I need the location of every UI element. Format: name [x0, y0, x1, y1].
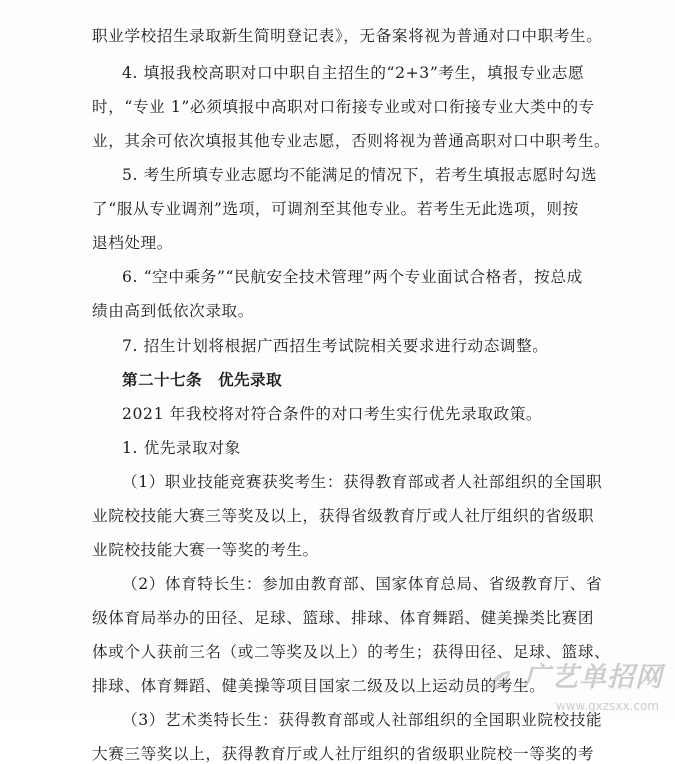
text-line: 职业学校招生录取新生简明登记表》，无备案将视为普通对口中职考生。 — [92, 27, 603, 45]
text-line: 4. 填报我校高职对口中职自主招生的“2+3”考生，填报专业志愿 — [122, 64, 585, 82]
text-line: 1. 优先录取对象 — [122, 439, 241, 457]
text-line: 业院校技能大赛一等奖的考生。 — [92, 541, 319, 559]
text-line: 业院校技能大赛三等奖及以上，获得省级教育厅或人社厅组织的省级职 — [92, 507, 595, 525]
text-line: 了“服从专业调剂”选项，可调剂至其他专业。若考生无此选项，则按 — [92, 200, 579, 218]
text-line: （3）艺术类特长生：获得教育部或人社部组织的全国职业院校技能 — [122, 711, 603, 729]
text-line: 绩由高到低依次录取。 — [92, 302, 254, 320]
text-line: 2021 年我校将对符合条件的对口考生实行优先录取政策。 — [122, 405, 543, 423]
watermark-url: www.gxzsxx.com — [555, 699, 659, 713]
text-line: 7. 招生计划将根据广西招生考试院相关要求进行动态调整。 — [122, 337, 549, 355]
text-line: 退档处理。 — [92, 234, 173, 252]
text-line: （2）体育特长生：参加由教育部、国家体育总局、省级教育厅、省 — [122, 575, 603, 593]
watermark-title: 广艺单招网 — [523, 662, 663, 693]
text-line: 大赛三等奖以上，获得教育厅或人社厅组织的省级职业院校一等奖的考 — [92, 745, 595, 763]
text-line: 时，“专业 1”必须填报中高职对口衔接专业或对口衔接专业大类中的专 — [92, 98, 595, 116]
text-line: （1）职业技能竞赛获奖考生：获得教育部或者人社部组织的全国职 — [122, 473, 603, 491]
text-line: 业，其余可依次填报其他专业志愿，否则将视为普通高职对口中职考生。 — [92, 132, 611, 150]
text-line: 体或个人获前三名（或二等奖及以上）的考生；获得田径、足球、篮球、 — [92, 643, 611, 661]
text-line: 5. 考生所填专业志愿均不能满足的情况下，若考生填报志愿时勾选 — [122, 166, 598, 184]
watermark — [479, 649, 669, 719]
text-line: 级体育局举办的田径、足球、篮球、排球、体育舞蹈、健美操类比赛团 — [92, 609, 595, 627]
text-line: 排球、体育舞蹈、健美操等项目国家二级及以上运动员的考生。 — [92, 677, 546, 695]
leaf-logo-icon — [485, 667, 513, 695]
text-line: 6. “空中乘务”“民航安全技术管理”两个专业面试合格者，按总成 — [122, 268, 583, 286]
section-heading: 第二十七条 优先录取 — [122, 371, 282, 389]
